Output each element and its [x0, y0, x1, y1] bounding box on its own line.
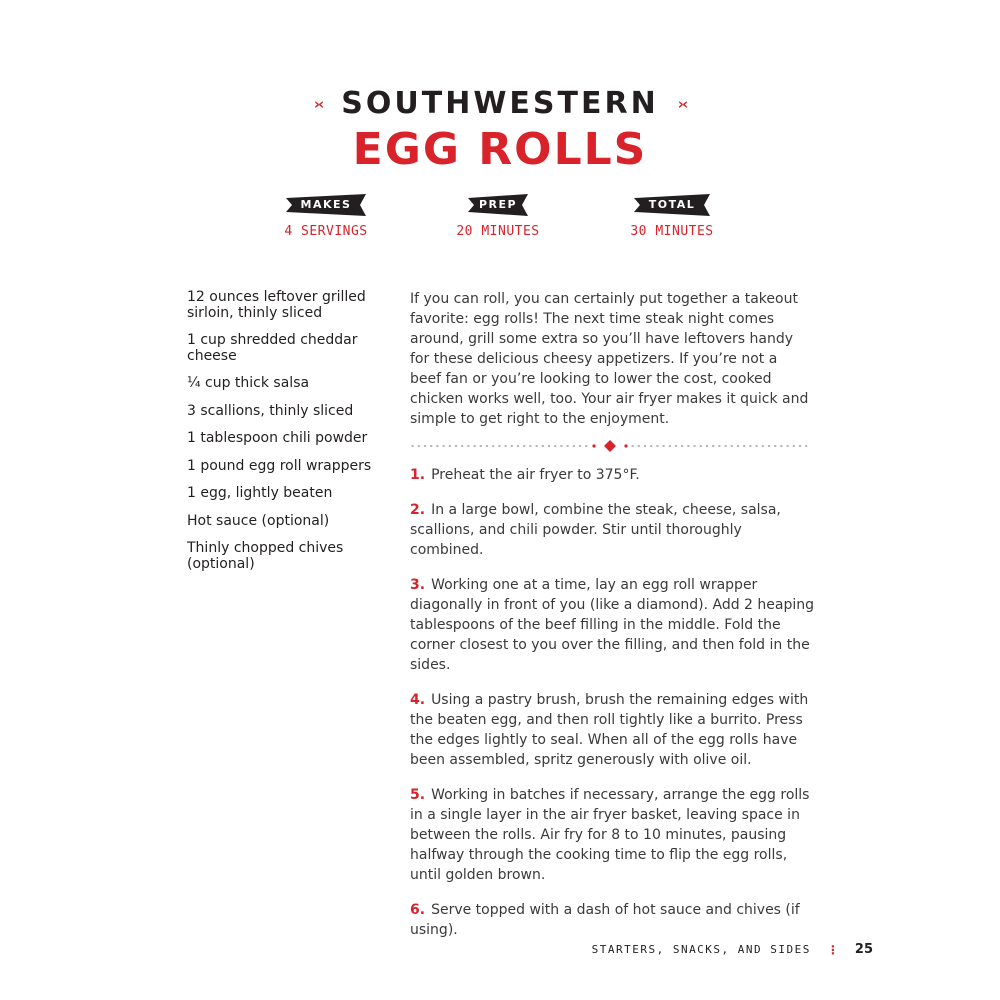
title-line1: SOUTHWESTERN	[341, 86, 659, 121]
ingredient-item: 1 cup shredded cheddar cheese	[187, 332, 358, 364]
step-text: Working in batches if necessary, arrange the egg rolls in a single layer in the air fryer basket, leaving space in between the rolls. Air fry for 8 to 10 minutes, pausing halfway through the cooking time to flip the egg rolls, until golden brown.	[410, 787, 810, 883]
instruction-step	[410, 690, 815, 770]
instruction-step	[410, 785, 815, 885]
left-arrow-ornament: ›‹	[313, 94, 323, 113]
step-text: Serve topped with a dash of hot sauce and chives (if using).	[410, 902, 800, 938]
step-text: Using a pastry brush, brush the remaining edges with the beaten egg, and then roll tightly like a burrito. Press the edges lightly to seal. When all of the egg rolls have been assembled, spritz generously with olive oil.	[410, 692, 809, 768]
meta-total-value: 30 MINUTES	[630, 224, 714, 239]
meta-total-label: TOTAL	[648, 198, 696, 211]
meta-prep-label: PREP	[478, 198, 518, 211]
ribbon-banner-icon	[466, 192, 530, 218]
ingredient-list	[187, 290, 387, 584]
step-number: 1.	[410, 467, 426, 483]
ingredient-item: 1 tablespoon chili powder	[187, 430, 368, 446]
diamond-icon	[604, 440, 616, 452]
meta-total	[582, 192, 762, 239]
step-text: Working one at a time, lay an egg roll wrapper diagonally in front of you (like a diamond). Add 2 heaping tablespoons of the beef filling in the middle. Fold the corner closest to you over the filling, and then fold in the sides.	[410, 577, 814, 673]
ingredient-item: 1 pound egg roll wrappers	[187, 457, 372, 474]
instruction-list	[410, 465, 815, 955]
footer-separator: ⋮	[826, 942, 839, 957]
step-number: 3.	[410, 577, 426, 593]
instruction-step	[410, 465, 815, 485]
meta-makes-label: MAKES	[300, 198, 352, 211]
ribbon-banner-icon	[284, 192, 368, 218]
dotted-divider	[410, 440, 810, 452]
meta-prep	[408, 192, 588, 239]
meta-makes	[236, 192, 416, 239]
ingredient-item: ¼ cup thick salsa	[187, 375, 310, 391]
meta-makes-value: 4 SERVINGS	[284, 224, 368, 239]
meta-prep-value: 20 MINUTES	[456, 224, 540, 239]
ingredient-item: Thinly chopped chives (optional)	[187, 540, 344, 572]
instruction-step	[410, 575, 815, 675]
page-footer	[592, 942, 873, 957]
instruction-step	[410, 900, 815, 940]
intro-paragraph: If you can roll, you can certainly put together a takeout favorite: egg rolls! The next time steak night comes around, grill some extra so you’ll have leftovers handy for these delicious cheesy appetizers. If you’re not a beef fan or you’re looking to lower the cost, cooked chicken works well, too. Your air fryer makes it quick and simple to get right to the enjoyment.	[410, 291, 809, 427]
step-number: 6.	[410, 902, 426, 918]
step-text: In a large bowl, combine the steak, cheese, salsa, scallions, and chili powder. Stir until thoroughly combined.	[410, 502, 781, 558]
footer-section-title: STARTERS, SNACKS, AND SIDES	[591, 943, 811, 956]
page-number: 25	[854, 942, 873, 957]
ingredient-item: Hot sauce (optional)	[187, 512, 330, 529]
step-number: 2.	[410, 502, 426, 518]
instruction-step	[410, 500, 815, 560]
ingredient-item: 3 scallions, thinly sliced	[187, 402, 354, 419]
ribbon-banner-icon	[632, 192, 712, 218]
step-text: Preheat the air fryer to 375°F.	[431, 467, 640, 483]
step-number: 4.	[410, 692, 426, 708]
ingredient-item: 1 egg, lightly beaten	[187, 485, 333, 501]
ingredient-item: 12 ounces leftover grilled sirloin, thinly sliced	[187, 289, 366, 321]
title-line2: EGG ROLLS	[352, 124, 648, 175]
step-number: 5.	[410, 787, 426, 803]
title-row	[0, 86, 1000, 121]
right-arrow-ornament: ›‹	[677, 94, 687, 113]
